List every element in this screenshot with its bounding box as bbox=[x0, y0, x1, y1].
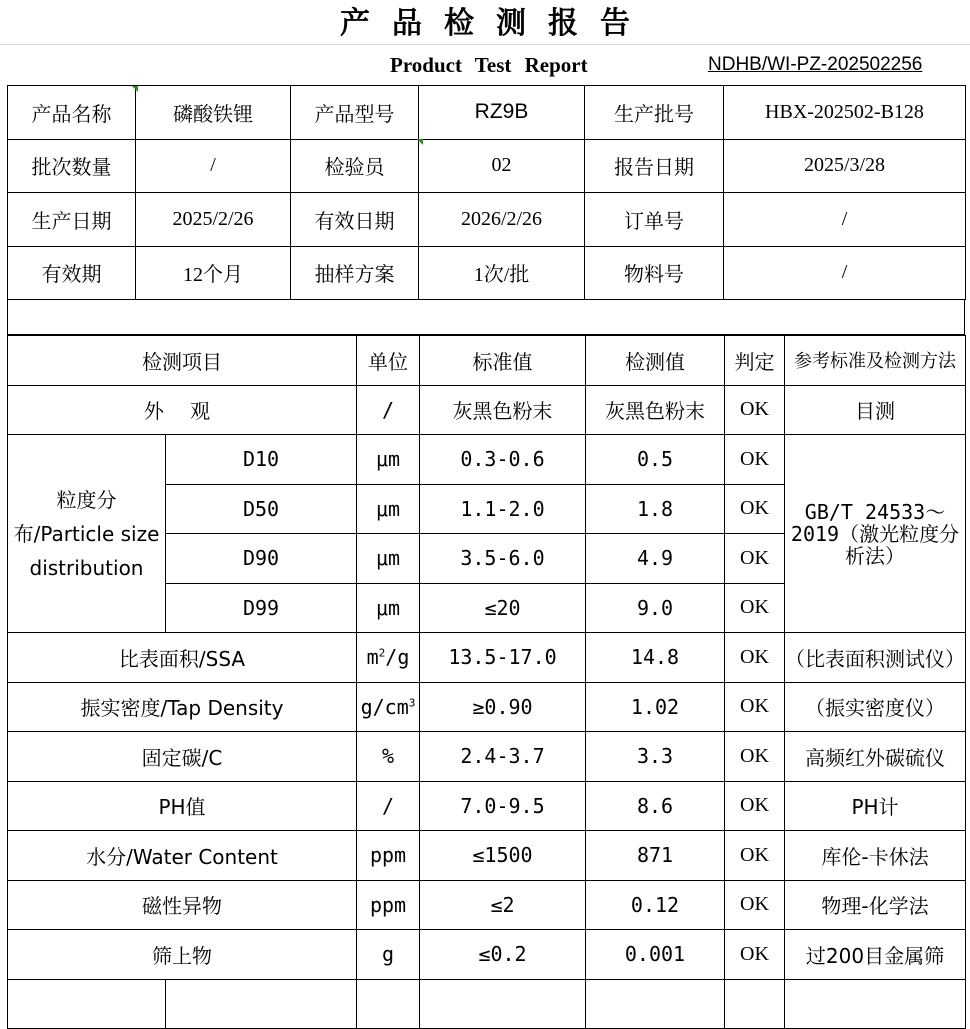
table-row bbox=[8, 385, 966, 435]
test-value: 1.8 bbox=[586, 484, 725, 534]
unit-base: / bbox=[381, 793, 395, 818]
test-standard: 3.5-6.0 bbox=[420, 534, 586, 584]
test-standard: ≤20 bbox=[420, 583, 586, 633]
column-header-method: 参考标准及检测方法 bbox=[785, 336, 966, 386]
test-unit bbox=[357, 831, 420, 881]
test-result: OK bbox=[725, 534, 785, 584]
test-result: OK bbox=[725, 583, 785, 633]
info-label: 产品型号 bbox=[291, 86, 419, 140]
psd-sub-item: D99 bbox=[166, 583, 357, 633]
column-header-unit: 单位 bbox=[357, 336, 420, 386]
test-unit: μm bbox=[357, 435, 420, 485]
test-result: OK bbox=[725, 682, 785, 732]
test-result: OK bbox=[725, 633, 785, 683]
test-item: 比表面积/SSA bbox=[8, 633, 357, 683]
test-standard: 0.3-0.6 bbox=[420, 435, 586, 485]
blank-cell bbox=[725, 979, 785, 1029]
info-value: RZ9B bbox=[419, 86, 585, 140]
table-row-partial bbox=[8, 979, 966, 1029]
table-row bbox=[8, 930, 966, 980]
table-header-row bbox=[8, 336, 966, 386]
test-unit: μm bbox=[357, 583, 420, 633]
table-row bbox=[8, 633, 966, 683]
test-item: 磁性异物 bbox=[8, 880, 357, 930]
info-value: 02 bbox=[419, 139, 585, 193]
info-label: 抽样方案 bbox=[291, 246, 419, 300]
test-item: 外 观 bbox=[8, 385, 357, 435]
info-label: 订单号 bbox=[585, 193, 724, 247]
test-standard: 1.1-2.0 bbox=[420, 484, 586, 534]
unit-superscript: 3 bbox=[408, 696, 416, 710]
test-value: 0.12 bbox=[586, 880, 725, 930]
test-method: （比表面积测试仪） bbox=[785, 633, 966, 683]
test-item: 振实密度/Tap Density bbox=[8, 682, 357, 732]
info-row bbox=[8, 139, 966, 193]
test-standard: ≥0.90 bbox=[420, 682, 586, 732]
info-label: 有效期 bbox=[8, 246, 136, 300]
info-label: 有效日期 bbox=[291, 193, 419, 247]
blank-separator-row bbox=[7, 300, 965, 335]
blank-cell bbox=[785, 979, 966, 1029]
test-value: 9.0 bbox=[586, 583, 725, 633]
column-header-value: 检测值 bbox=[586, 336, 725, 386]
test-value: 4.9 bbox=[586, 534, 725, 584]
test-result: OK bbox=[725, 435, 785, 485]
cell-comment-marker bbox=[132, 86, 138, 92]
test-result: OK bbox=[725, 880, 785, 930]
blank-cell bbox=[8, 979, 166, 1029]
test-value: 871 bbox=[586, 831, 725, 881]
column-header-result: 判定 bbox=[725, 336, 785, 386]
test-method: （振实密度仪） bbox=[785, 682, 966, 732]
psd-sub-item: D50 bbox=[166, 484, 357, 534]
test-value: 0.001 bbox=[586, 930, 725, 980]
unit-tail: /g bbox=[385, 645, 410, 670]
test-item: 固定碳/C bbox=[8, 732, 357, 782]
test-item: 筛上物 bbox=[8, 930, 357, 980]
table-row bbox=[8, 682, 966, 732]
info-value: / bbox=[724, 193, 966, 247]
unit-base: g/cm bbox=[360, 694, 409, 719]
unit-base: ppm bbox=[369, 892, 407, 917]
info-value: 磷酸铁锂 bbox=[136, 86, 291, 140]
test-unit bbox=[357, 732, 420, 782]
test-value: 3.3 bbox=[586, 732, 725, 782]
test-results-table bbox=[7, 335, 966, 1029]
info-value: HBX-202502-B128 bbox=[724, 86, 966, 140]
test-method: PH计 bbox=[785, 781, 966, 831]
info-label: 报告日期 bbox=[585, 139, 724, 193]
blank-cell bbox=[420, 979, 586, 1029]
unit-base: ppm bbox=[369, 843, 407, 868]
info-value: / bbox=[724, 246, 966, 300]
test-result: OK bbox=[725, 930, 785, 980]
blank-cell bbox=[586, 979, 725, 1029]
info-row bbox=[8, 193, 966, 247]
test-unit: μm bbox=[357, 534, 420, 584]
info-label: 生产日期 bbox=[8, 193, 136, 247]
test-unit bbox=[357, 682, 420, 732]
test-method: 高频红外碳硫仪 bbox=[785, 732, 966, 782]
column-header-standard: 标准值 bbox=[420, 336, 586, 386]
test-value: 14.8 bbox=[586, 633, 725, 683]
unit-base: % bbox=[381, 744, 395, 769]
test-standard: ≤0.2 bbox=[420, 930, 586, 980]
unit-base: g bbox=[381, 942, 395, 967]
sheet-gridline bbox=[0, 44, 970, 45]
product-info-table bbox=[7, 85, 966, 300]
test-standard: 13.5-17.0 bbox=[420, 633, 586, 683]
info-label: 检验员 bbox=[291, 139, 419, 193]
info-label: 批次数量 bbox=[8, 139, 136, 193]
info-value: / bbox=[136, 139, 291, 193]
info-label: 物料号 bbox=[585, 246, 724, 300]
test-value: 8.6 bbox=[586, 781, 725, 831]
blank-cell bbox=[166, 979, 357, 1029]
test-value: 1.02 bbox=[586, 682, 725, 732]
report-number: NDHB/WI-PZ-202502256 bbox=[708, 54, 923, 75]
table-row bbox=[8, 732, 966, 782]
info-value: 1次/批 bbox=[419, 246, 585, 300]
test-unit: / bbox=[357, 385, 420, 435]
unit-base: m bbox=[366, 645, 379, 670]
test-result: OK bbox=[725, 831, 785, 881]
report-subtitle: Product Test Report bbox=[390, 53, 588, 77]
table-row bbox=[8, 880, 966, 930]
info-value: 2026/2/26 bbox=[419, 193, 585, 247]
test-unit bbox=[357, 781, 420, 831]
column-header-item: 检测项目 bbox=[8, 336, 357, 386]
test-standard: 2.4-3.7 bbox=[420, 732, 586, 782]
test-result: OK bbox=[725, 781, 785, 831]
cell-comment-marker bbox=[417, 139, 423, 145]
psd-label: 粒度分布/Particle size distribution bbox=[8, 435, 166, 633]
info-row bbox=[8, 86, 966, 140]
info-value: 2025/3/28 bbox=[724, 139, 966, 193]
table-row bbox=[8, 781, 966, 831]
info-value: 2025/2/26 bbox=[136, 193, 291, 247]
test-item: 水分/Water Content bbox=[8, 831, 357, 881]
info-value: 12个月 bbox=[136, 246, 291, 300]
test-result: OK bbox=[725, 732, 785, 782]
test-method: 目测 bbox=[785, 385, 966, 435]
test-unit: μm bbox=[357, 484, 420, 534]
test-result: OK bbox=[725, 385, 785, 435]
test-result: OK bbox=[725, 484, 785, 534]
test-item: PH值 bbox=[8, 781, 357, 831]
test-method: 库伦-卡休法 bbox=[785, 831, 966, 881]
table-row bbox=[8, 831, 966, 881]
psd-method: GB/T 24533～2019（激光粒度分析法） bbox=[785, 435, 966, 633]
test-unit bbox=[357, 880, 420, 930]
psd-sub-item: D10 bbox=[166, 435, 357, 485]
psd-sub-item: D90 bbox=[166, 534, 357, 584]
info-label: 产品名称 bbox=[8, 86, 136, 140]
test-standard: 灰黑色粉末 bbox=[420, 385, 586, 435]
info-label: 生产批号 bbox=[585, 86, 724, 140]
test-standard: ≤2 bbox=[420, 880, 586, 930]
report-title: 产品检测报告 bbox=[340, 6, 652, 41]
info-row bbox=[8, 246, 966, 300]
test-value: 0.5 bbox=[586, 435, 725, 485]
test-method: 物理-化学法 bbox=[785, 880, 966, 930]
test-standard: 7.0-9.5 bbox=[420, 781, 586, 831]
table-row bbox=[8, 435, 966, 485]
test-unit bbox=[357, 633, 420, 683]
test-unit bbox=[357, 930, 420, 980]
unit-superscript: 2 bbox=[378, 646, 386, 660]
test-value: 灰黑色粉末 bbox=[586, 385, 725, 435]
test-method: 过200目金属筛 bbox=[785, 930, 966, 980]
blank-cell bbox=[357, 979, 420, 1029]
test-standard: ≤1500 bbox=[420, 831, 586, 881]
